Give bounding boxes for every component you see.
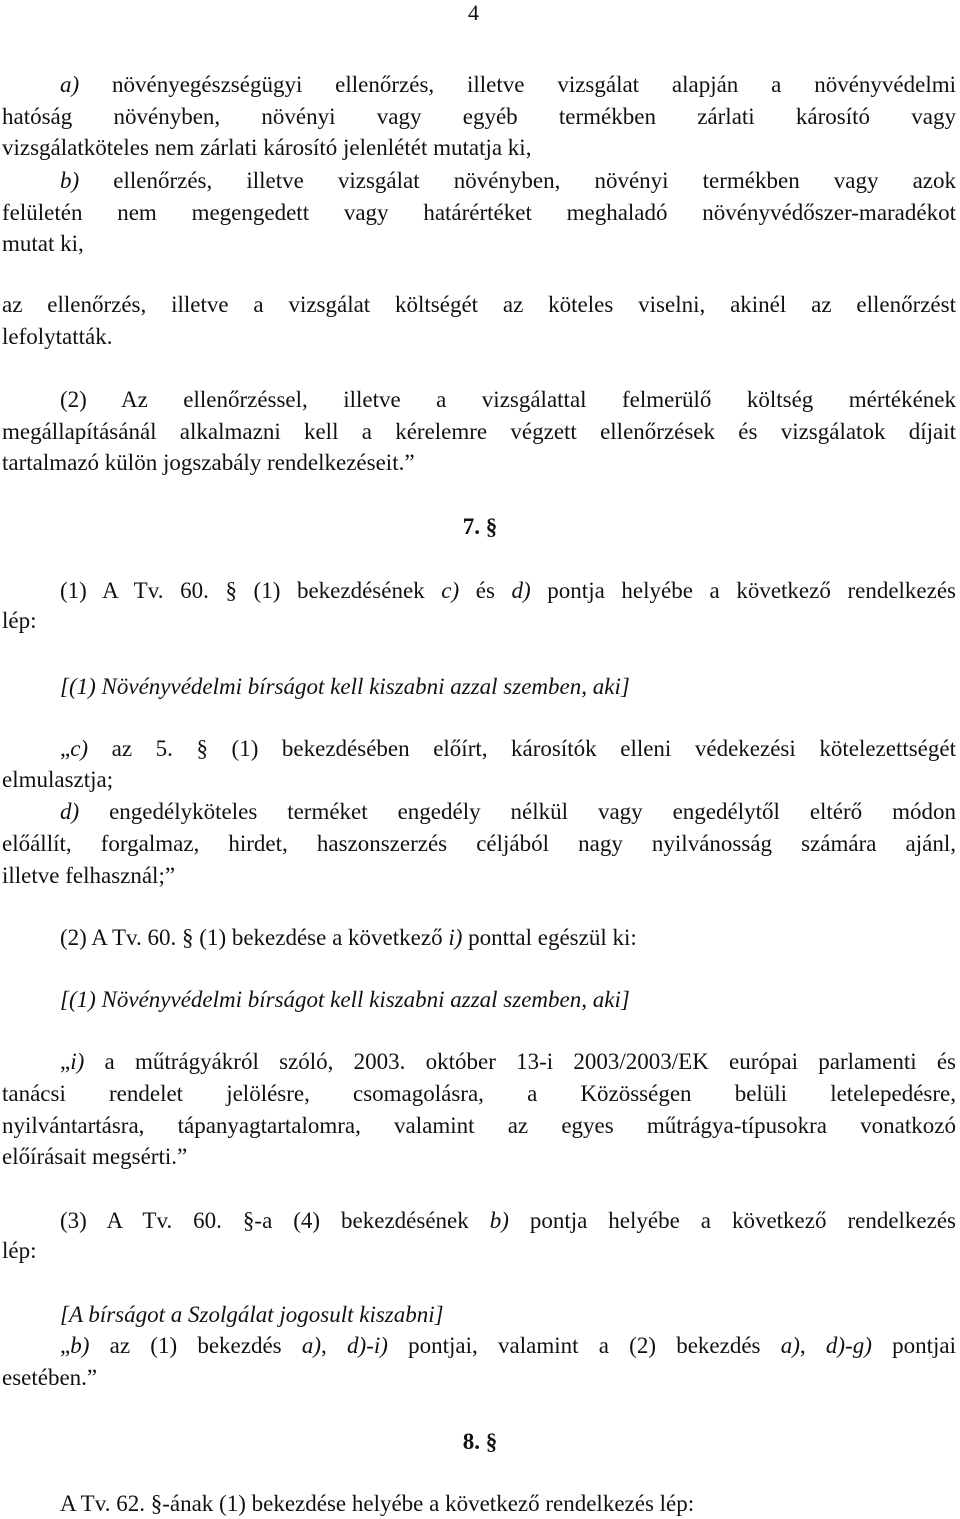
paragraph-line (60, 734, 956, 764)
paragraph-line: tartalmazó külön jogszabály rendelkezéseit.” (2, 450, 415, 475)
paragraph-line (60, 797, 956, 827)
page-number: 4 (468, 0, 479, 25)
point-ref: b) (489, 1208, 509, 1233)
point-label-d: d) (60, 799, 80, 824)
paragraph-line (60, 166, 956, 196)
paragraph-line (60, 576, 956, 606)
paragraph-line: előírásait megsérti.” (2, 1144, 188, 1169)
paragraph-line: esetében.” (2, 1365, 98, 1390)
text-run: , (321, 1333, 348, 1358)
point-label-b: b) (70, 1333, 90, 1358)
paragraph-line: hatóság növényben, növényi vagy egyéb termékben zárlati károsító vagy (2, 104, 956, 129)
point-ref: d)-i) (347, 1333, 388, 1358)
text-run: „ (60, 1049, 71, 1074)
paragraph-line: az ellenőrzés, illetve a vizsgálat költségét az köteles viselni, akinél az ellenőrzést (2, 292, 956, 317)
paragraph-line: illetve felhasznál;” (2, 863, 176, 888)
paragraph-line (60, 923, 637, 953)
lep-label: lép: (2, 608, 37, 633)
paragraph-line: előállít, forgalmaz, hirdet, haszonszerzés céljából nagy nyilvánosság számára ajánl, (2, 831, 956, 856)
point-label-i: i) (70, 1049, 85, 1074)
text-run: ponttal egészül ki: (462, 925, 637, 950)
paragraph-line: (2) Az ellenőrzéssel, illetve a vizsgálattal felmerülő költség mértékének (60, 387, 956, 412)
text-run: pontja helyébe a következő rendelkezés (508, 1208, 956, 1233)
text-run: „ (60, 736, 71, 761)
text-run: (3) A Tv. 60. §-a (4) bekezdésének (60, 1208, 490, 1233)
point-ref: c) (441, 578, 460, 603)
paragraph-line: vizsgálatköteles nem zárlati károsító jelenlétét mutatja ki, (2, 135, 532, 160)
paragraph-line: [(1) Növényvédelmi bírságot kell kiszabni azzal szemben, aki] (60, 987, 630, 1012)
paragraph-line (60, 1047, 956, 1077)
paragraph-line: lefolytatták. (2, 324, 113, 349)
point-label-c: c) (70, 736, 89, 761)
point-ref: d) (511, 578, 531, 603)
paragraph-line: mutat ki, (2, 231, 84, 256)
text-run: az 5. § (1) bekezdésében előírt, károsítók elleni védekezési kötelezettségét (88, 736, 956, 761)
paragraph-line: [A bírságot a Szolgálat jogosult kiszabni] (60, 1302, 444, 1327)
text-run: (2) A Tv. 60. § (1) bekezdése a következő (60, 925, 449, 950)
text-run: pontjai, valamint a (2) bekezdés (387, 1333, 781, 1358)
paragraph-line: elmulasztja; (2, 767, 114, 792)
point-label-a: a) (60, 72, 80, 97)
paragraph-line: [(1) Növényvédelmi bírságot kell kiszabni azzal szemben, aki] (60, 674, 630, 699)
lep-label: lép: (2, 1238, 37, 1263)
paragraph-line (60, 1206, 956, 1236)
paragraph-line: megállapításánál alkalmazni kell a kérelemre végzett ellenőrzések és vizsgálatok díjait (2, 419, 956, 444)
section-heading-7: 7. § (462, 514, 498, 539)
text-run: pontjai (871, 1333, 957, 1358)
section-heading-8: 8. § (462, 1429, 498, 1454)
point-label-b: b) (60, 168, 80, 193)
text-run: ellenőrzés, illetve vizsgálat növényben, növényi termékben vagy azok (79, 168, 956, 193)
point-ref: d)-g) (825, 1333, 872, 1358)
paragraph-line (60, 1331, 956, 1361)
text-run: a műtrágyákról szóló, 2003. október 13-i 2003/2003/EK európai parlamenti és (84, 1049, 956, 1074)
paragraph-line: tanácsi rendelet jelölésre, csomagolásra, a Közösségen belüli letelepedésre, (2, 1081, 956, 1106)
text-run: az (1) bekezdés (89, 1333, 302, 1358)
point-ref: a) (301, 1333, 322, 1358)
paragraph-line (60, 70, 956, 100)
text-run: „ (60, 1333, 71, 1358)
text-run: pontja helyébe a következő rendelkezés (530, 578, 956, 603)
text-run: engedélyköteles terméket engedély nélkül vagy engedélytől eltérő módon (79, 799, 956, 824)
paragraph-line: nyilvántartásra, tápanyagtartalomra, valamint az egyes műtrágya-típusokra vonatkozó (2, 1113, 956, 1138)
text-run: és (459, 578, 512, 603)
point-ref: i) (448, 925, 463, 950)
text-run: (1) A Tv. 60. § (1) bekezdésének (60, 578, 442, 603)
text-run: növényegészségügyi ellenőrzés, illetve vizsgálat alapján a növényvédelmi (79, 72, 956, 97)
paragraph-line: A Tv. 62. §-ának (1) bekezdése helyébe a következő rendelkezés lép: (60, 1491, 695, 1516)
paragraph-line: felületén nem megengedett vagy határértéket meghaladó növényvédőszer-maradékot (2, 200, 956, 225)
text-run: , (799, 1333, 826, 1358)
point-ref: a) (780, 1333, 800, 1358)
